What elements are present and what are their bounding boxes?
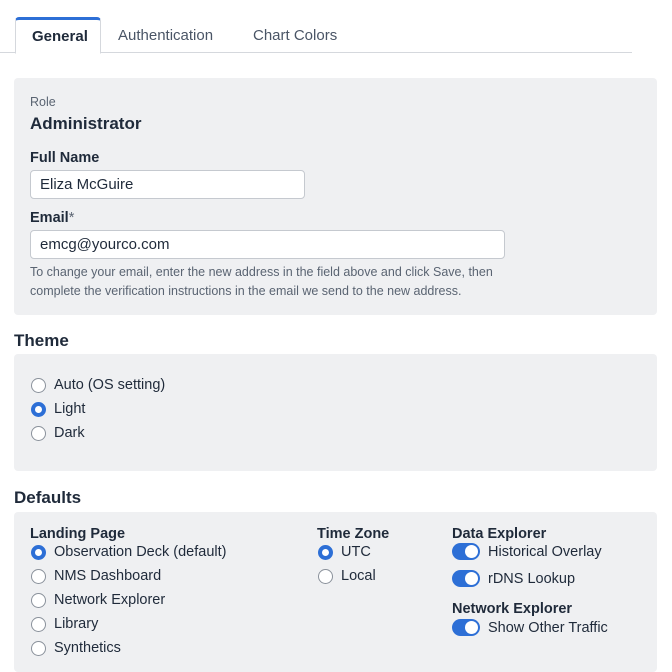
option-label: NMS Dashboard [54,568,162,584]
theme-option-dark[interactable] [31,425,85,441]
radio-icon [31,378,46,393]
option-label: Local [341,568,376,584]
radio-icon [318,569,333,584]
email-help-line2: complete the verification instructions in the email we send to the new address. [30,284,462,298]
radio-icon [31,641,46,656]
option-label: Synthetics [54,640,121,656]
theme-option-light[interactable] [31,401,85,417]
option-label: Auto (OS setting) [54,377,166,393]
landing-option-nms-dashboard[interactable] [31,568,161,584]
option-label: Observation Deck (default) [54,544,227,560]
full-name-label: Full Name [30,150,100,166]
theme-panel [14,354,657,471]
time-zone-option-utc[interactable] [318,544,371,560]
radio-selected-icon [31,545,46,560]
radio-icon [31,569,46,584]
radio-selected-icon [318,545,333,560]
theme-heading: Theme [14,331,69,350]
role-label: Role [30,95,56,109]
tab-chart-colors[interactable]: Chart Colors [253,27,338,44]
landing-option-network-explorer[interactable] [31,592,165,608]
network-explorer-label: Network Explorer [452,601,573,617]
option-label: Dark [54,425,85,441]
email-input[interactable]: emcg@yourco.com [30,230,505,259]
toggle-switch-icon [452,570,480,587]
tab-bar [0,17,632,53]
landing-option-observation-deck[interactable] [31,544,226,560]
time-zone-option-local[interactable] [318,568,376,584]
toggle-label: rDNS Lookup [488,570,576,587]
defaults-heading: Defaults [14,488,82,507]
radio-icon [31,617,46,632]
toggle-label: Show Other Traffic [488,619,608,636]
required-mark: * [68,210,75,226]
data-explorer-label: Data Explorer [452,526,547,542]
tab-general[interactable]: General [15,17,101,54]
theme-option-auto[interactable] [31,377,165,393]
show-other-traffic-toggle[interactable] [452,619,608,636]
toggle-switch-icon [452,619,480,636]
landing-option-library[interactable] [31,616,98,632]
option-label: Network Explorer [54,592,166,608]
historical-overlay-toggle[interactable] [452,543,602,560]
option-label: Light [54,401,86,417]
landing-page-label: Landing Page [30,526,126,542]
toggle-label: Historical Overlay [488,543,602,560]
landing-option-synthetics[interactable] [31,640,121,656]
email-label-text: Email [30,210,69,226]
full-name-input[interactable]: Eliza McGuire [30,170,305,199]
role-value: Administrator [30,114,142,133]
tab-authentication[interactable]: Authentication [118,27,214,44]
email-label [30,210,74,226]
radio-icon [31,426,46,441]
radio-selected-icon [31,402,46,417]
option-label: UTC [341,544,371,560]
rdns-lookup-toggle[interactable] [452,570,575,587]
time-zone-label: Time Zone [317,526,390,542]
option-label: Library [54,616,99,632]
toggle-switch-icon [452,543,480,560]
email-help-line1: To change your email, enter the new address in the field above and click Save, then [30,265,493,279]
radio-icon [31,593,46,608]
